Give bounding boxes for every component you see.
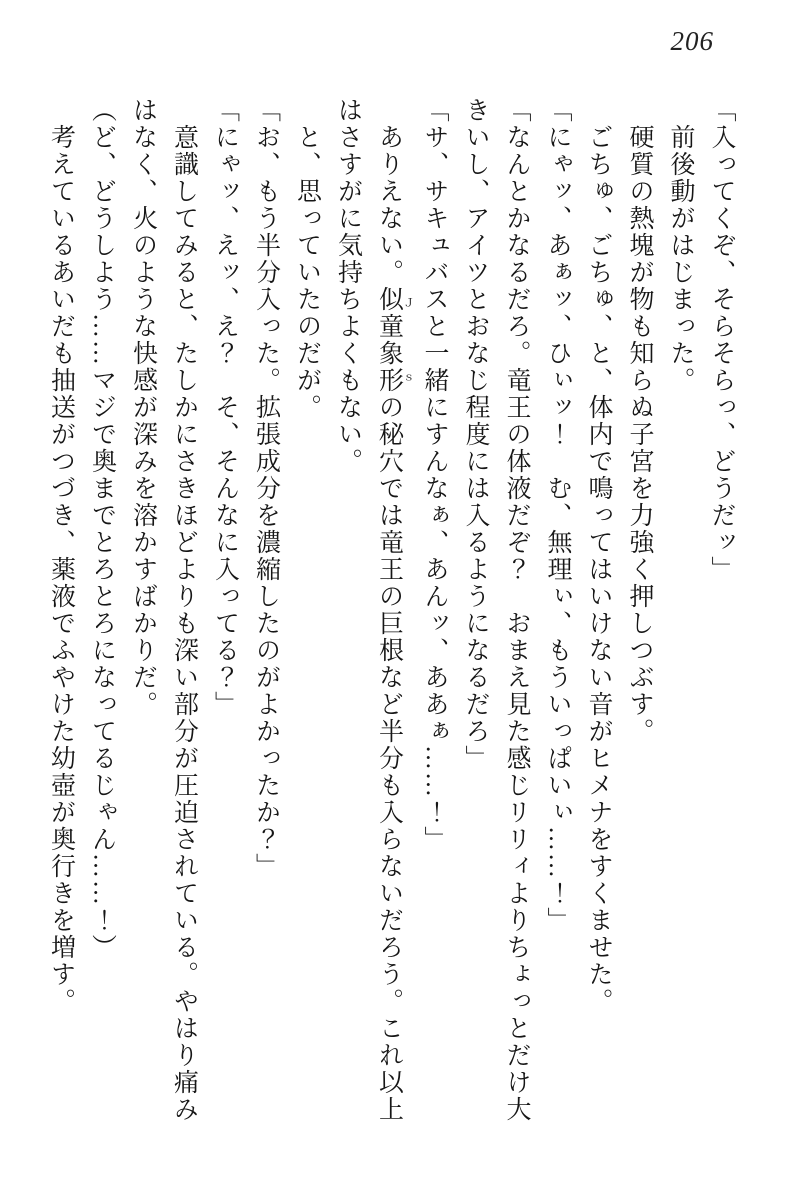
text-column: （ど、どうしよう……マジで奥までとろとろになってるじゃん……！） [88,97,116,961]
text-column: 「サ、サキュバスと一緒にすんなぁ、あんッ、ああぁ……！」 [421,97,448,853]
text-column: きいし、アイツとおなじ程度には入るようになるだろ」 [462,97,489,772]
text-column: 「にゃッ、えッ、え？ そ、そんなに入ってる？」 [211,97,239,718]
text-block [41,97,743,1149]
text-column: 「お、もう半分入った。拡張成分を濃縮したのがよかったか？」 [252,97,280,880]
text-column: 「なんとかなるだろ。竜王の体液だぞ？ おまえ見た感じリリィよりちょっとだけ大 [503,97,530,1123]
text-column: 「にゃッ、あぁッ、ひぃッ！ む、無理ぃ、もういっぱいぃ……！」 [544,97,571,934]
text-column: 硬質の熱塊が物も知らぬ子宮を力強く押しつぶす。 [626,97,653,745]
ruby-annotated-word: 似童象形 Ｊｓ [375,286,414,394]
text-column: はなく、火のような快感が深みを溶かすばかりだ。 [129,97,157,718]
text-column: 考えているあいだも抽送がつづき、薬液でふやけた幼壺が奥行きを増す。 [47,97,75,1015]
page-number: 206 [670,26,714,56]
text-column: と、思っていたのだが。 [293,97,321,421]
text-column: ありえない。似童象形 Ｊｓの秘穴では竜王の巨根など半分も入らないだろう。これ以上 [375,97,414,1123]
text-column: 「入ってくぞ、そらそらっ、どうだッ」 [708,97,735,583]
text-column: 意識してみると、たしかにさきほどよりも深い部分が圧迫されている。やはり痛み [170,97,198,1123]
text-column: 前後動がはじまった。 [667,97,694,394]
text-column: ごちゅ、ごちゅ、と、体内で鳴ってはいけない音がヒメナをすくませた。 [585,97,612,1015]
ruby-gloss: Ｊｓ [402,286,414,394]
text-column: はさすがに気持ちよくもない。 [334,97,362,475]
